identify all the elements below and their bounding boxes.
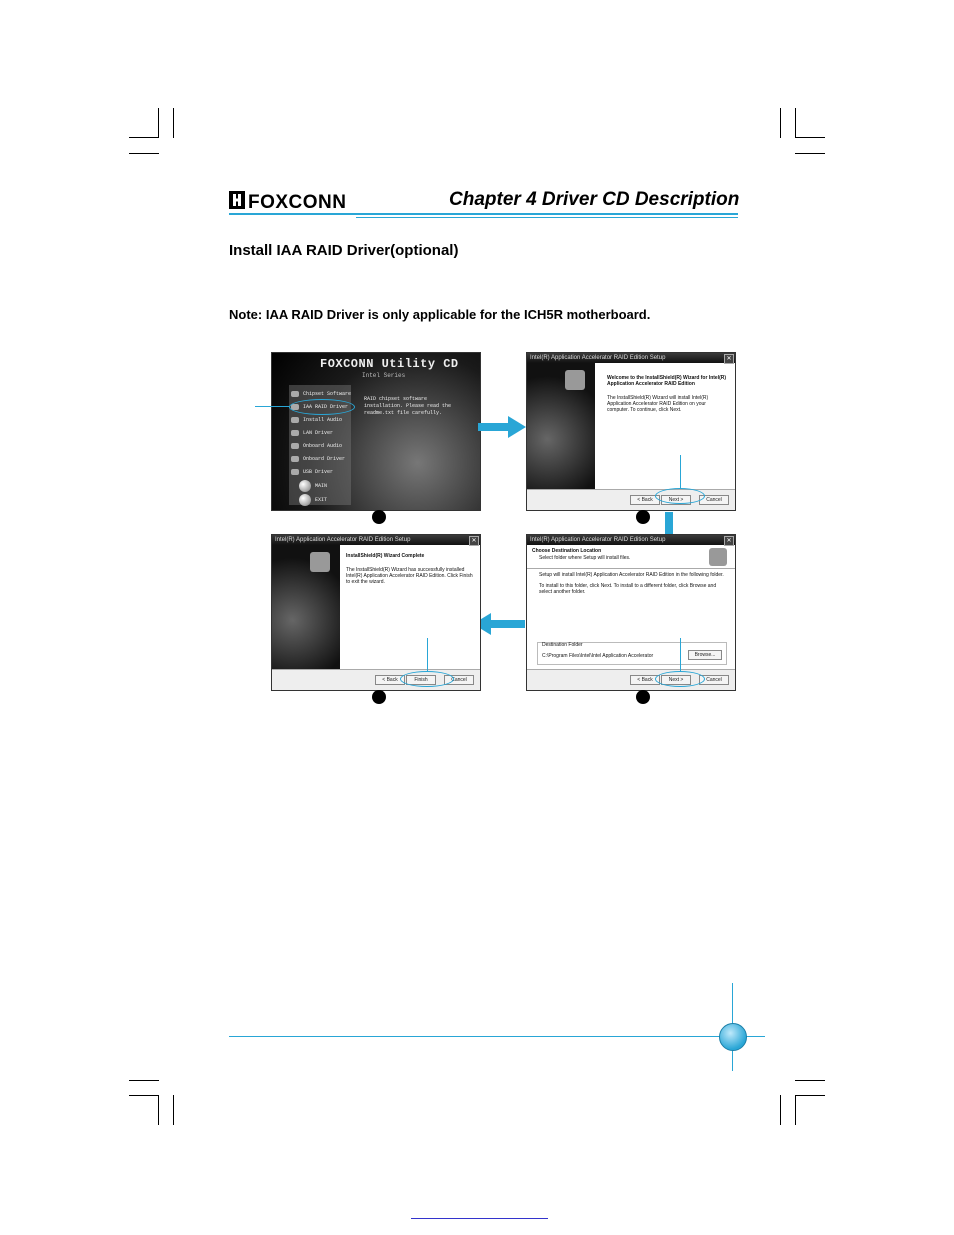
window-title: Intel(R) Application Accelerator RAID Edition Setup bbox=[527, 353, 735, 363]
cd-menu-item[interactable]: Install Audio bbox=[291, 415, 342, 425]
cancel-button[interactable]: Cancel bbox=[699, 675, 729, 685]
callout-line bbox=[427, 638, 428, 672]
cd-subtitle: Intel Series bbox=[362, 372, 406, 379]
close-icon[interactable]: ✕ bbox=[724, 536, 734, 546]
cd-title: FOXCONN Utility CD bbox=[320, 357, 459, 371]
wizard-subheading: Select folder where Setup will install files. bbox=[539, 555, 631, 561]
group-label: Destination Folder bbox=[542, 642, 583, 648]
back-button[interactable]: < Back bbox=[630, 675, 660, 685]
wizard-heading: InstallShield(R) Wizard Complete bbox=[346, 553, 425, 559]
cd-message: RAID chipset software installation. Please read the readme.txt file carefully. bbox=[364, 396, 452, 416]
main-button-icon[interactable] bbox=[299, 480, 311, 492]
wizard-body: The InstallShield(R) Wizard has successfully installed Intel(R) Application Accelerator RAID Edition. Click Finish to exit the wizard. bbox=[346, 567, 473, 585]
highlight-ellipse bbox=[655, 671, 705, 687]
finish-button[interactable]: Finish bbox=[406, 675, 436, 685]
exit-button-icon[interactable] bbox=[299, 494, 311, 506]
destination-screenshot bbox=[526, 534, 736, 691]
cd-menu-item[interactable]: Onboard Audio bbox=[291, 441, 342, 451]
logo-wordmark: FOXCONN bbox=[248, 192, 347, 212]
destination-folder-group bbox=[537, 642, 727, 665]
crop-mark bbox=[795, 153, 825, 154]
crop-mark bbox=[173, 1095, 174, 1125]
computer-icon bbox=[565, 370, 585, 390]
step-marker bbox=[372, 510, 386, 524]
cd-menu-item[interactable]: USB Driver bbox=[291, 467, 333, 477]
cd-menu-item[interactable]: LAN Driver bbox=[291, 428, 333, 438]
wizard-line: Setup will install Intel(R) Application Accelerator RAID Edition in the following folder. bbox=[539, 572, 724, 578]
crop-mark bbox=[158, 108, 159, 138]
wizard-body: The InstallShield(R) Wizard will install Intel(R) Application Accelerator RAID Edition on your computer. To continue, click Next. bbox=[607, 395, 709, 413]
wizard-heading: Welcome to the InstallShield(R) Wizard for Intel(R) Application Accelerator RAID Edition bbox=[607, 375, 727, 387]
window-title: Intel(R) Application Accelerator RAID Edition Setup bbox=[272, 535, 480, 545]
computer-icon bbox=[709, 548, 727, 566]
crop-mark bbox=[173, 108, 174, 138]
cd-menu-screenshot bbox=[271, 352, 481, 511]
section-title: Install IAA RAID Driver(optional) bbox=[229, 242, 459, 259]
callout-line bbox=[680, 455, 681, 489]
note-text: Note: IAA RAID Driver is only applicable for the ICH5R motherboard. bbox=[229, 307, 651, 322]
wizard-line: To install to this folder, click Next. To install to a different folder, click Browse and select another folder. bbox=[539, 583, 717, 595]
crop-mark bbox=[129, 1095, 159, 1096]
computer-icon bbox=[310, 552, 330, 572]
cd-menu-item[interactable]: Onboard Driver bbox=[291, 454, 345, 464]
crop-mark bbox=[780, 108, 781, 138]
crop-mark bbox=[780, 1095, 781, 1125]
cd-menu-item[interactable]: Chipset Software bbox=[291, 389, 351, 399]
crop-mark bbox=[795, 1095, 825, 1096]
cancel-button[interactable]: Cancel bbox=[699, 495, 729, 505]
highlight-ellipse bbox=[655, 488, 705, 504]
crop-mark bbox=[795, 137, 825, 138]
close-icon[interactable]: ✕ bbox=[469, 536, 479, 546]
next-button[interactable]: Next > bbox=[661, 675, 691, 685]
browse-button[interactable]: Browse... bbox=[688, 650, 722, 660]
window-title: Intel(R) Application Accelerator RAID Edition Setup bbox=[527, 535, 735, 545]
step-marker bbox=[636, 510, 650, 524]
arrow-right-icon bbox=[478, 416, 526, 438]
complete-screenshot bbox=[271, 534, 481, 691]
callout-line bbox=[680, 638, 681, 672]
cd-menu-item-raid[interactable]: IAA RAID Driver bbox=[291, 402, 348, 412]
header-rule bbox=[229, 213, 738, 215]
header-subrule bbox=[356, 217, 738, 218]
header-divider bbox=[527, 568, 735, 569]
chapter-title: Chapter 4 Driver CD Description bbox=[449, 189, 740, 210]
back-button[interactable]: < Back bbox=[630, 495, 660, 505]
crop-mark bbox=[129, 153, 159, 154]
highlight-ellipse bbox=[400, 671, 454, 687]
destination-path: C:\Program Files\Intel\Intel Application Accelerator bbox=[542, 653, 654, 659]
step-marker bbox=[372, 690, 386, 704]
callout-line bbox=[255, 406, 289, 407]
next-button[interactable]: Next > bbox=[661, 495, 691, 505]
cancel-button[interactable]: Cancel bbox=[444, 675, 474, 685]
highlight-ellipse bbox=[289, 399, 355, 415]
step-marker bbox=[636, 690, 650, 704]
bottom-link-underline bbox=[411, 1218, 548, 1219]
crop-mark bbox=[795, 108, 796, 138]
crop-mark bbox=[158, 1095, 159, 1125]
foxconn-logo bbox=[229, 188, 351, 212]
main-button-label: MAIN bbox=[315, 483, 328, 489]
footer-rule bbox=[229, 1036, 765, 1037]
crop-mark bbox=[795, 1080, 825, 1081]
exit-button-label: EXIT bbox=[315, 497, 328, 503]
button-bar bbox=[527, 489, 735, 510]
crop-mark bbox=[129, 137, 159, 138]
footer-target-circle bbox=[719, 1023, 747, 1051]
wizard-heading: Choose Destination Location bbox=[532, 548, 602, 554]
crop-mark bbox=[795, 1095, 796, 1125]
back-button[interactable]: < Back bbox=[375, 675, 405, 685]
crop-mark bbox=[129, 1080, 159, 1081]
close-icon[interactable]: ✕ bbox=[724, 354, 734, 364]
welcome-screenshot bbox=[526, 352, 736, 511]
